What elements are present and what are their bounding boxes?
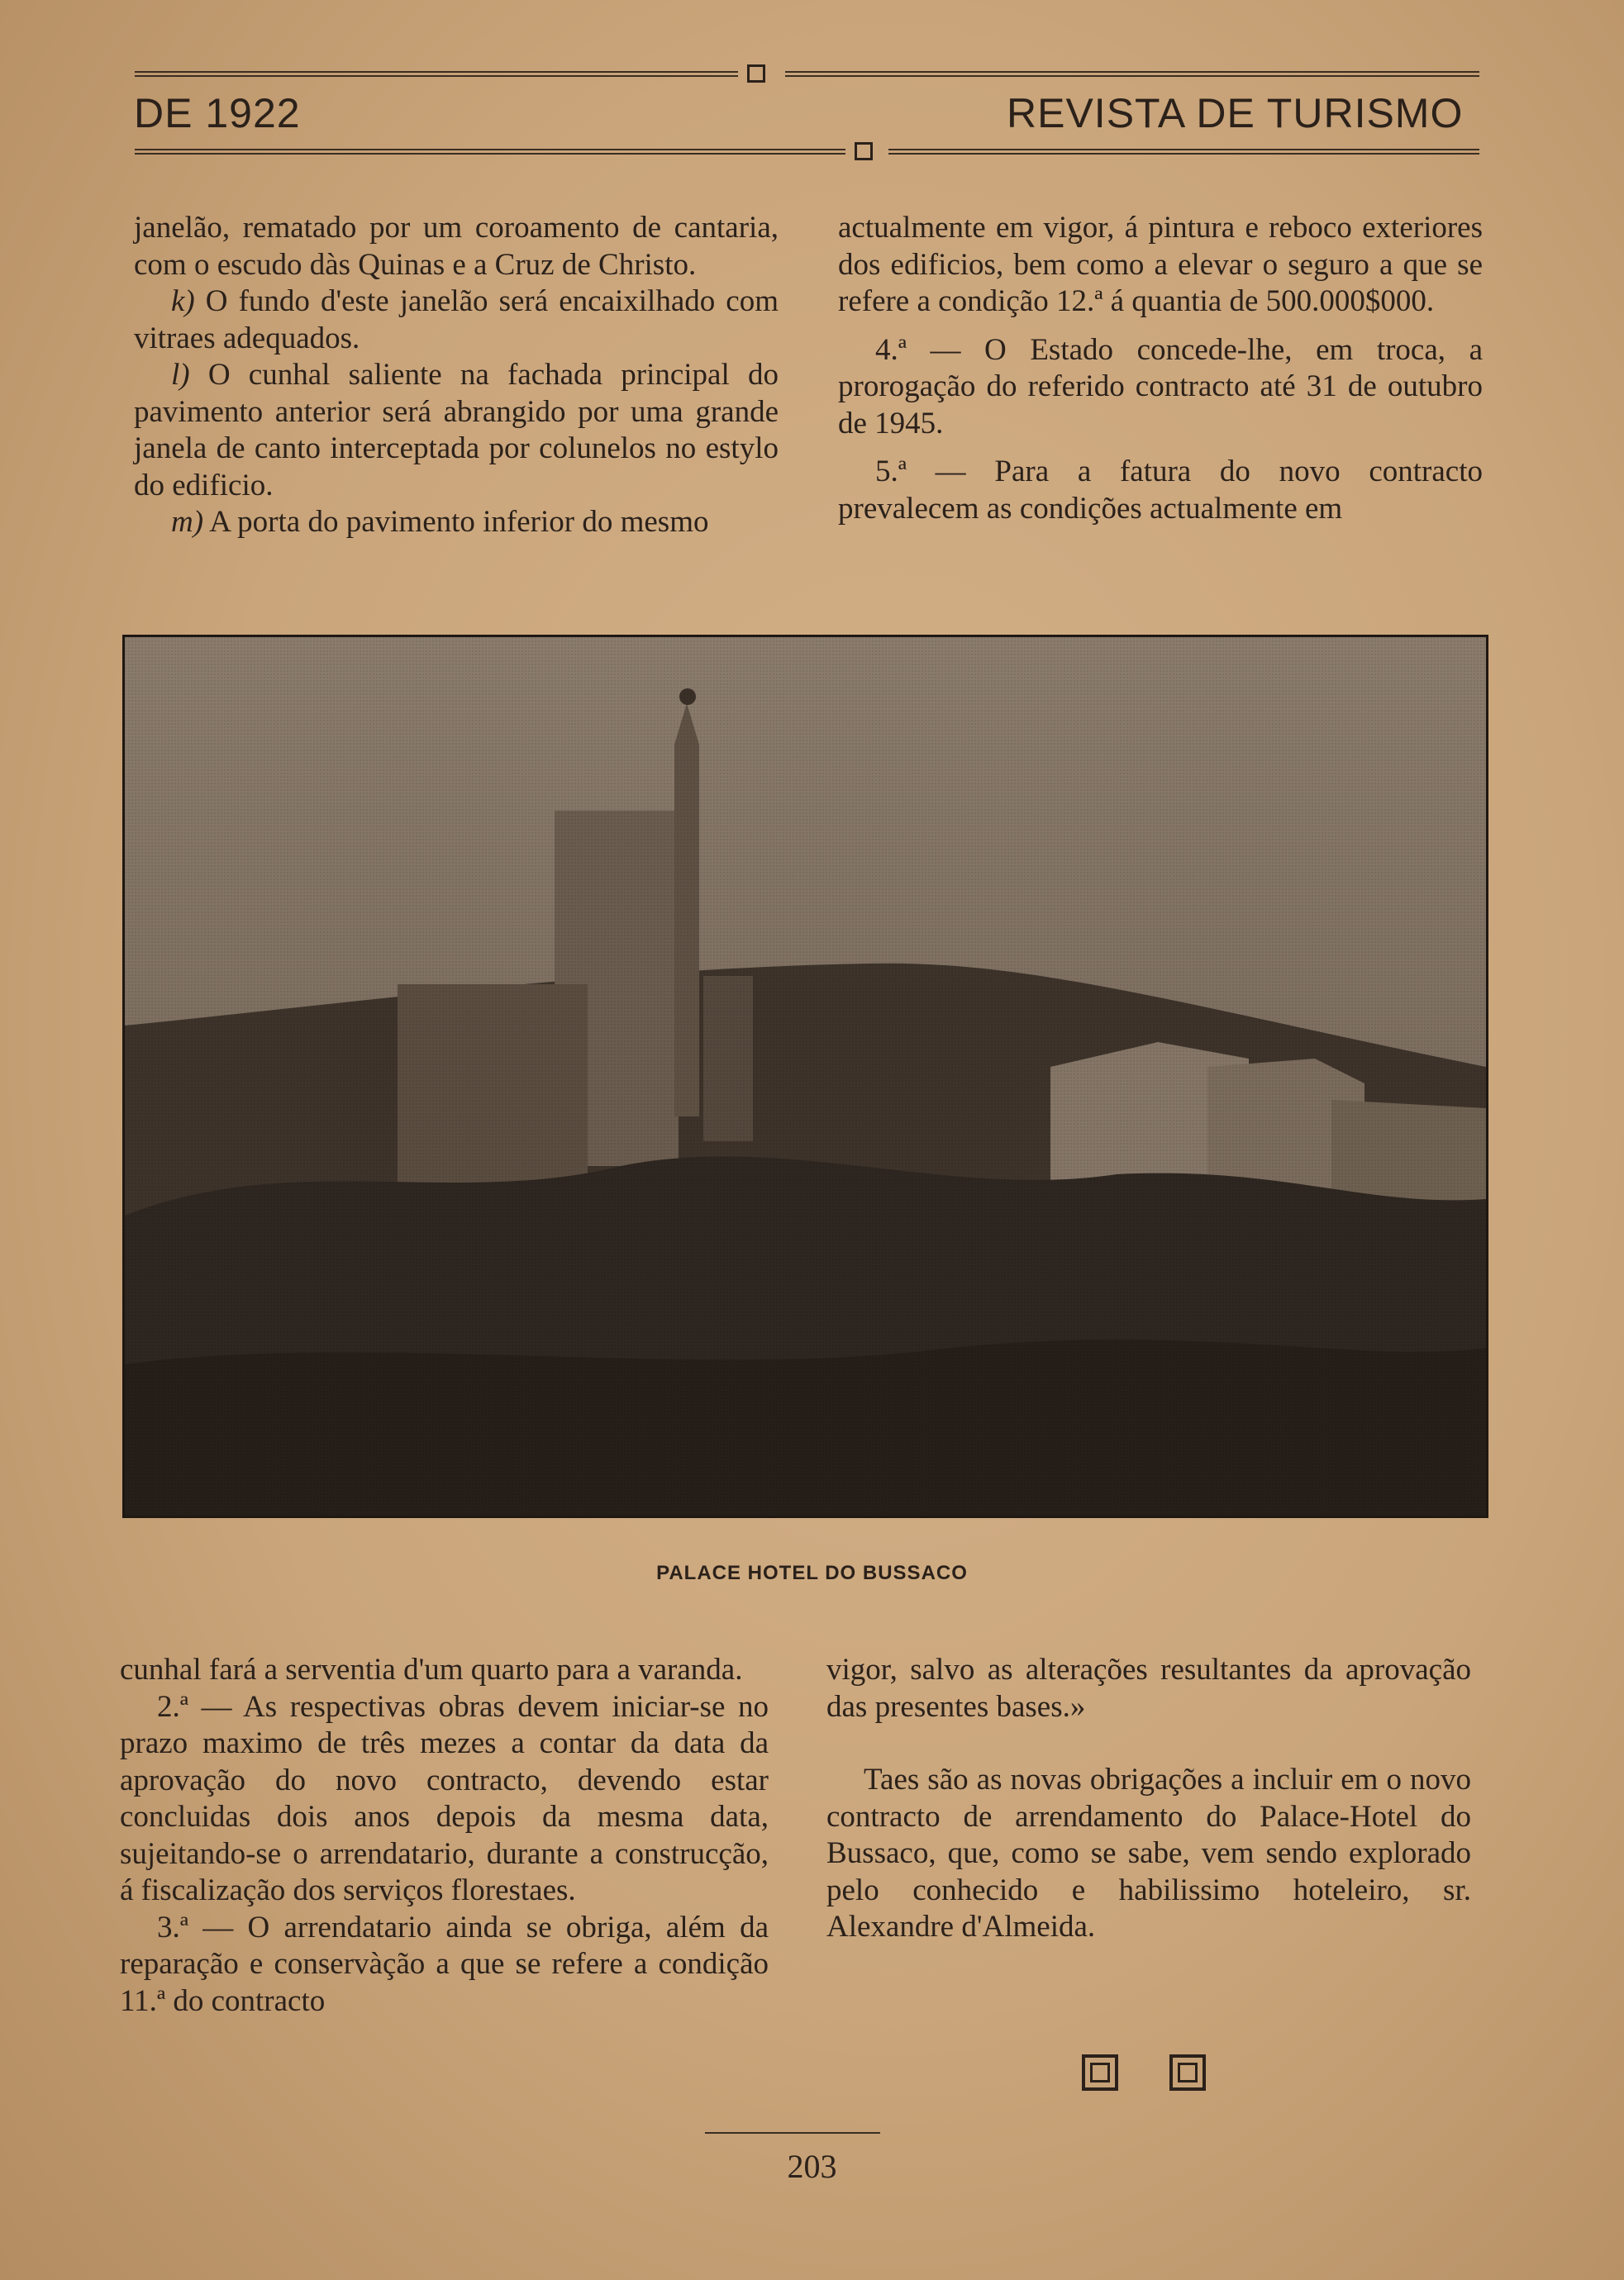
header-rule-top-right xyxy=(785,71,1479,77)
paragraph: k) O fundo d'este janelão será encaixilhado com vitraes adequados. xyxy=(134,284,779,355)
header-rule-bottom-left xyxy=(135,149,845,155)
header-rule-top-left xyxy=(135,71,738,77)
paragraph: actualmente em vigor, á pintura e reboco exteriores dos edificios, bem como a elevar o seguro a que se refere a condição 12.ª á quantia de 500.000$000. xyxy=(838,211,1483,318)
square-ornament-icon xyxy=(747,64,765,83)
paragraph: 2.ª — As respectivas obras devem iniciar-se no prazo maximo de três mezes a contar da data da aprovação do novo contracto, devendo estar concluidas dois anos depois da mesma data, sujeitando-se o arrendatario, durante a construcção, á fiscalização dos serviços florestaes. xyxy=(120,1689,769,1907)
item-label: m) xyxy=(171,505,204,539)
photo-caption: PALACE HOTEL DO BUSSACO xyxy=(656,1562,968,1584)
photo-illustration xyxy=(125,637,1486,1516)
page-number: 203 xyxy=(787,2148,837,2185)
paragraph: vigor, salvo as alterações resultantes da aprovação das presentes bases.» xyxy=(826,1653,1471,1724)
square-ornament-icon xyxy=(855,142,873,160)
item-label: l) xyxy=(171,358,190,392)
palace-hotel-photo xyxy=(122,635,1488,1518)
bottom-right-column xyxy=(826,1652,1471,1946)
top-left-column xyxy=(134,210,779,541)
square-ornament-icon xyxy=(1082,2054,1118,2091)
item-label: k) xyxy=(171,284,195,318)
bottom-left-column xyxy=(120,1652,769,2020)
top-right-column xyxy=(838,210,1483,527)
running-header-date: DE 1922 xyxy=(134,90,301,136)
header-rule-bottom-right xyxy=(888,149,1479,155)
paragraph: cunhal fará a serventia d'um quarto para a varanda. xyxy=(120,1653,743,1687)
paragraph: janelão, rematado por um coroamento de cantaria, com o escudo dàs Quinas e a Cruz de Christo. xyxy=(134,211,779,282)
paragraph: 5.ª — Para a fatura do novo contracto prevalecem as condições actualmente em xyxy=(838,455,1483,526)
running-header-title: REVISTA DE TURISMO xyxy=(1007,90,1464,136)
paragraph: 4.ª — O Estado concede-lhe, em troca, a prorogação do referido contracto até 31 de outubro de 1945. xyxy=(838,332,1483,440)
paragraph: l) O cunhal saliente na fachada principal do pavimento anterior será abrangido por uma grande janela de canto interceptada por colunelos no estylo do edificio. xyxy=(134,358,779,502)
paragraph: m) A porta do pavimento inferior do mesmo xyxy=(171,505,709,539)
page-number-rule xyxy=(705,2132,880,2134)
paragraph: Taes são as novas obrigações a incluir em o novo contracto de arrendamento do Palace-Hotel do Bussaco, que, como se sabe, vem sendo explorado pelo conhecido e habilissimo hoteleiro, sr. Alexandre d'Almeida. xyxy=(826,1763,1471,1944)
paragraph: 3.ª — O arrendatario ainda se obriga, além da reparação e conservàção a que se refere a condição 11.ª do contracto xyxy=(120,1910,769,2018)
square-ornament-icon xyxy=(1169,2054,1206,2091)
